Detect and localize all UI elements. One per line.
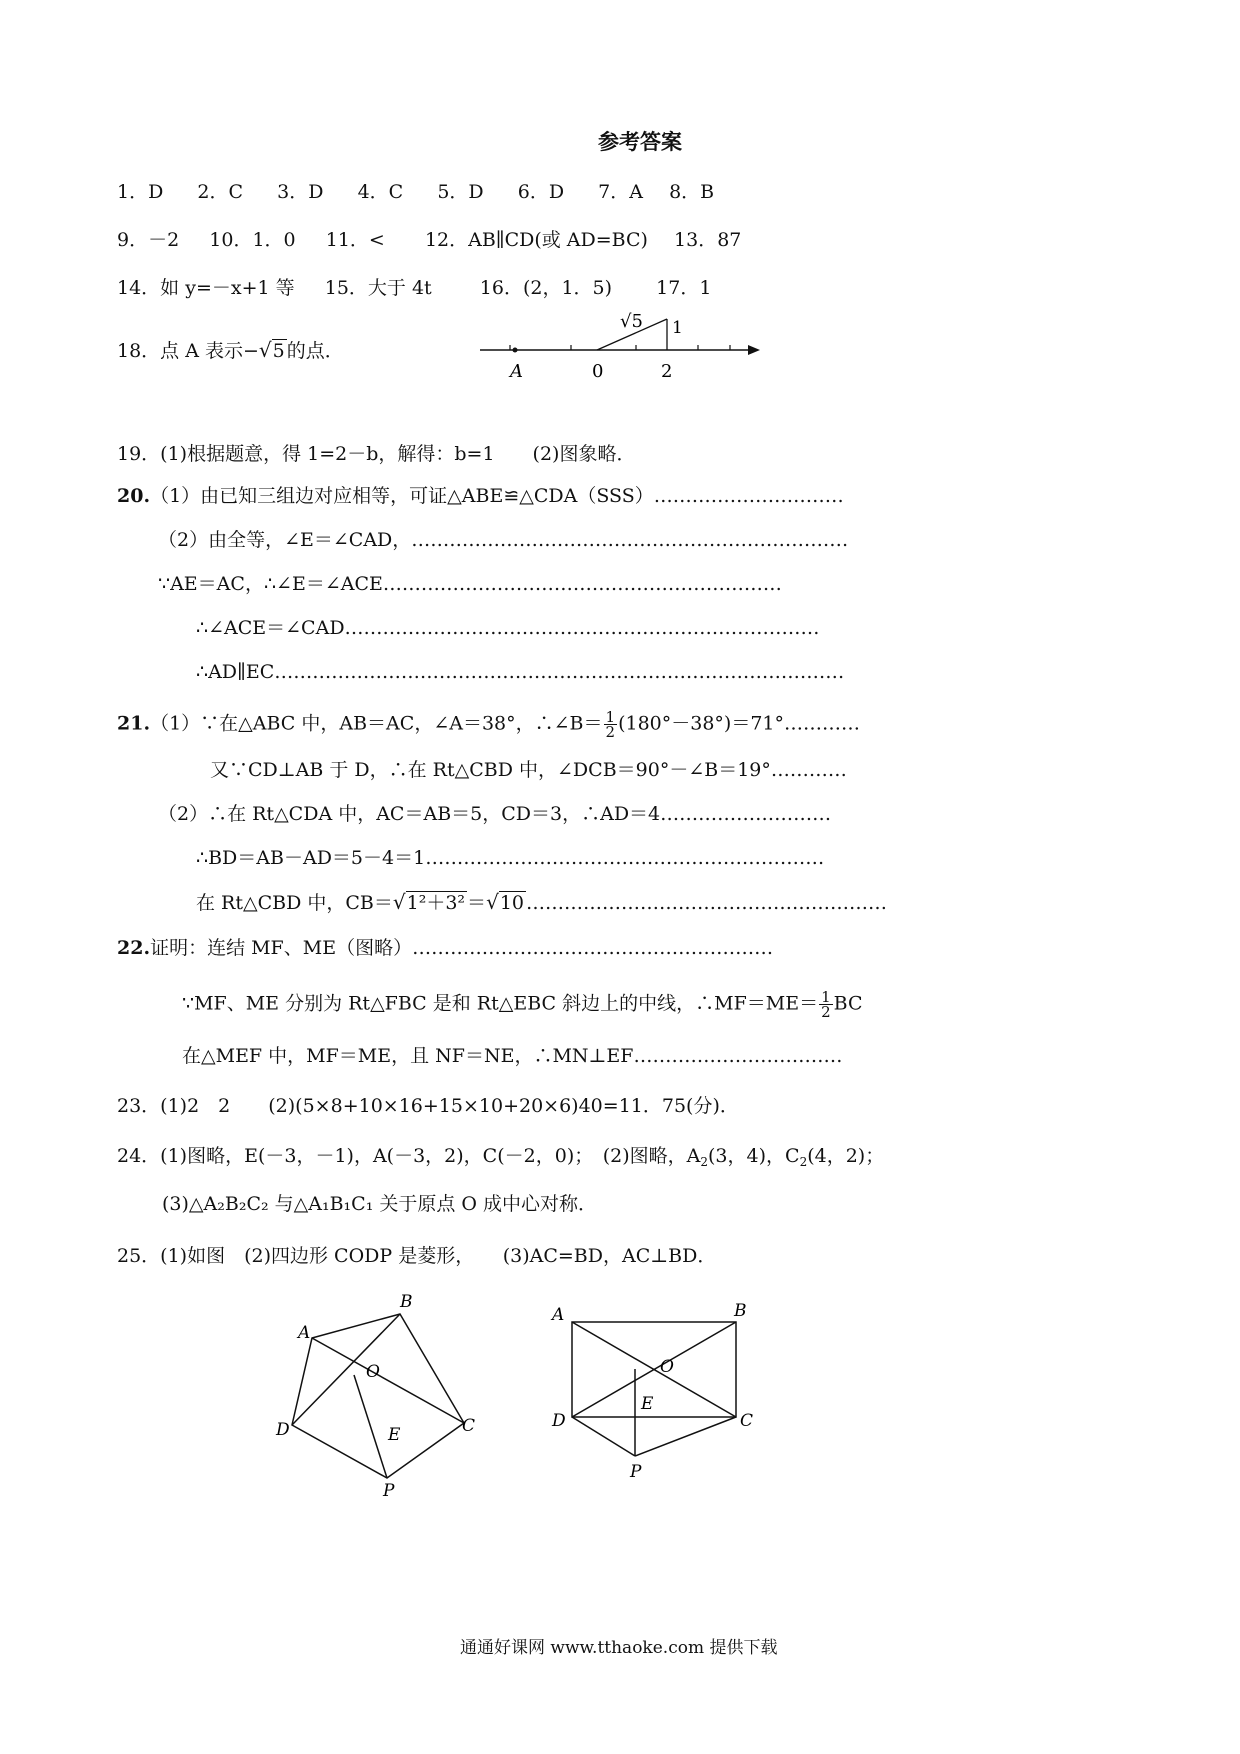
label-zero: 0 — [592, 361, 604, 382]
q24-text: 24．(1)图略，E(－3，－1)，A(－3，2)，C(－2，0)； (2)图略，A — [117, 1145, 701, 1167]
arrow-head-icon — [748, 345, 760, 355]
mc-answer: 5．D — [437, 181, 484, 203]
mc-answer: 1．D — [117, 181, 164, 203]
vertex-label-a: A — [298, 1323, 311, 1343]
answer-q21-line4: ∴BD＝AB－AD＝5－4＝1……………………………………………………… — [196, 847, 825, 869]
mc-answers-row — [117, 180, 714, 204]
sqrt-symbol: √ — [486, 890, 499, 914]
q21-text-end: (180°－38°)＝71°………… — [618, 712, 861, 735]
answer-q22-line2 — [182, 990, 862, 1019]
sqrt-symbol: √ — [392, 890, 406, 914]
q21-text: （1）∵在△ABC 中，AB＝AC，∠A＝38°，∴∠B＝ — [150, 712, 603, 735]
answer-q15: 15．大于 4t — [324, 277, 432, 299]
q21-number: 21. — [117, 712, 151, 735]
q24-text: (3，4)，C — [708, 1145, 800, 1167]
label-sqrt5: √5 — [620, 311, 643, 332]
mc-answer: 6．D — [517, 181, 565, 203]
subscript: 2 — [799, 1155, 808, 1169]
answer-q19: 19．(1)根据题意，得 1=2－b，解得：b=1 (2)图象略． — [117, 443, 636, 465]
minus-sign: − — [242, 340, 259, 362]
vertex-label-d: D — [276, 1420, 290, 1440]
answer-q20-line2: （2）由全等，∠E＝∠CAD，…………………………………………………………… — [158, 529, 849, 551]
radicand: 1²＋3² — [406, 892, 466, 914]
number-line — [470, 305, 770, 385]
answer-q11: 11．< — [325, 229, 385, 251]
label-two: 2 — [661, 361, 673, 382]
leader-dots: ………………………………………………… — [526, 892, 887, 914]
mc-answer: 4．C — [357, 181, 404, 203]
vertex-label-b: B — [400, 1292, 413, 1312]
answer-q20-line5: ∴AD∥EC……………………………………………………………………………… — [196, 661, 845, 683]
answer-q17: 17．1 — [656, 277, 712, 299]
point-label-e: E — [388, 1425, 401, 1445]
answer-q25: 25．(1)如图 (2)四边形 CODP 是菱形， (3)AC=BD，AC⊥BD． — [117, 1245, 717, 1267]
answer-q24-line1 — [117, 1144, 884, 1174]
vertex-label-c: C — [740, 1411, 754, 1431]
q22-number: 22. — [117, 937, 151, 959]
label-a: A — [510, 361, 523, 382]
answer-q24-line2: (3)△A₂B₂C₂ 与△A₁B₁C₁ 关于原点 O 成中心对称． — [162, 1193, 598, 1215]
answer-q20-line3: ∵AE＝AC，∴∠E＝∠ACE……………………………………………………… — [158, 573, 782, 595]
answer-q10: 10．1．0 — [209, 229, 296, 251]
point-label-p: P — [383, 1481, 395, 1500]
pentagon-outline — [292, 1314, 464, 1478]
subscript: 2 — [700, 1155, 709, 1169]
q18-text-end: 的点． — [286, 340, 344, 362]
answer-q16: 16．(2，1．5) — [479, 277, 613, 299]
figure-rectangle — [548, 1300, 758, 1490]
radicand: 10 — [499, 892, 524, 914]
fraction-half: $\frac{1}{2}$ — [605, 708, 616, 741]
page-title: 参考答案 — [598, 129, 682, 154]
answer-q13: 13．87 — [674, 229, 742, 251]
answer-q22-line3: 在△MEF 中，MF＝ME，且 NF＝NE，∴MN⊥EF…………………………… — [182, 1045, 843, 1067]
q22-text-end: BC — [833, 992, 863, 1015]
figure-pentagon — [270, 1290, 500, 1500]
q22-text: 证明：连结 MF、ME（图略）………………………………………………… — [150, 937, 774, 959]
q24-text-end: (4，2)； — [807, 1145, 885, 1167]
answer-q23: 23．(1)2 2 (2)(5×8+10×16+15×10+20×6)40=11．75(分)． — [117, 1095, 739, 1117]
sqrt-symbol: √ — [258, 338, 272, 362]
q20-number: 20. — [117, 485, 151, 507]
q20-text: （1）由已知三组边对应相等，可证△ABE≌△CDA（SSS）………………………… — [150, 485, 844, 507]
vertex-label-d: D — [552, 1411, 566, 1431]
fill-blank-row-2 — [117, 276, 711, 300]
radicand: 5 — [272, 340, 285, 362]
mc-answer: 3．D — [277, 181, 324, 203]
fill-blank-row-1 — [117, 228, 741, 252]
point-a — [513, 348, 518, 353]
answer-q21-line2: 又∵CD⊥AB 于 D，∴在 Rt△CBD 中，∠DCB＝90°－∠B＝19°………… — [210, 759, 847, 781]
q22-text: ∵MF、ME 分别为 Rt△FBC 是和 Rt△EBC 斜边上的中线，∴MF＝ME＝ — [182, 992, 819, 1015]
vertex-label-c: C — [462, 1416, 476, 1436]
answer-q9: 9．－2 — [117, 229, 180, 251]
vertex-label-a: A — [552, 1305, 565, 1325]
answer-q21-line5 — [196, 890, 887, 915]
answer-q20-line4: ∴∠ACE＝∠CAD………………………………………………………………… — [196, 617, 820, 639]
answer-q21-line3: （2）∴在 Rt△CDA 中，AC＝AB＝5，CD＝3，∴AD＝4……………………… — [158, 803, 832, 825]
label-one: 1 — [672, 318, 683, 338]
point-label-e: E — [641, 1394, 654, 1414]
point-label-p: P — [630, 1462, 642, 1482]
mc-answer: 8．B — [669, 181, 715, 203]
fraction-half: $\frac{1}{2}$ — [821, 988, 831, 1021]
equals-sign: ＝ — [467, 892, 487, 914]
answer-q22-line1 — [117, 936, 773, 960]
answer-q14: 14．如 y=－x+1 等 — [117, 277, 295, 299]
footer-text: 通通好课网 www.tthaoke.com 提供下载 — [460, 1638, 778, 1658]
mc-answer: 2．C — [197, 181, 244, 203]
vertex-label-b: B — [734, 1301, 747, 1321]
point-label-o: O — [366, 1362, 380, 1382]
answer-q20-line1 — [117, 484, 844, 508]
answer-q12: 12．AB∥CD(或 AD=BC) — [424, 229, 648, 251]
point-label-o: O — [660, 1357, 674, 1377]
q21-text: 在 Rt△CBD 中，CB＝ — [196, 892, 393, 914]
answer-q21-line1 — [117, 710, 860, 739]
answer-q18 — [117, 338, 344, 363]
q18-text: 18．点 A 表示 — [117, 340, 243, 362]
mc-answer: 7．A — [598, 181, 643, 203]
